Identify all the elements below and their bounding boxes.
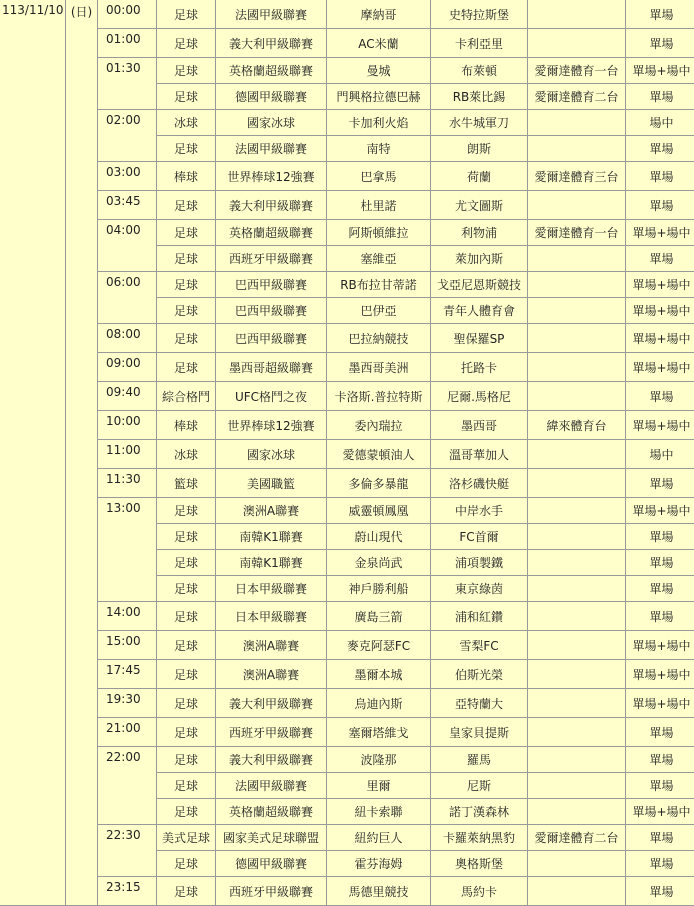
home-team-cell: 巴伊亞 <box>327 298 431 324</box>
sport-cell: 足球 <box>157 718 216 747</box>
time-cell: 04:00 <box>98 220 157 272</box>
sport-cell: 足球 <box>157 0 216 29</box>
home-team-cell: 霍芬海姆 <box>327 851 431 877</box>
sport-cell: 足球 <box>157 689 216 718</box>
sport-cell: 足球 <box>157 851 216 877</box>
away-team-cell: 青年人體育會 <box>431 298 528 324</box>
league-cell: 德國甲級聯賽 <box>216 84 327 110</box>
away-team-cell: 諾丁漢森林 <box>431 799 528 825</box>
channel-cell <box>528 524 626 550</box>
sport-cell: 足球 <box>157 246 216 272</box>
away-team-cell: 萊加內斯 <box>431 246 528 272</box>
home-team-cell: 塞爾塔維戈 <box>327 718 431 747</box>
away-team-cell: 水牛城軍刀 <box>431 110 528 136</box>
league-cell: 世界棒球12強賽 <box>216 162 327 191</box>
home-team-cell: 門興格拉德巴赫 <box>327 84 431 110</box>
away-team-cell: 東京綠茵 <box>431 576 528 602</box>
sport-cell: 籃球 <box>157 469 216 498</box>
league-cell: UFC格鬥之夜 <box>216 382 327 411</box>
away-team-cell: 利物浦 <box>431 220 528 246</box>
bet-type-cell: 單場 <box>626 382 694 411</box>
sport-cell: 足球 <box>157 191 216 220</box>
channel-cell <box>528 298 626 324</box>
match-row <box>0 272 694 298</box>
league-cell: 英格蘭超級聯賽 <box>216 799 327 825</box>
match-row <box>0 0 694 29</box>
bet-type-cell: 單場+場中 <box>626 660 694 689</box>
away-team-cell: 奧格斯堡 <box>431 851 528 877</box>
home-team-cell: 墨西哥美洲 <box>327 353 431 382</box>
sport-cell: 冰球 <box>157 110 216 136</box>
home-team-cell: 紐卡索聯 <box>327 799 431 825</box>
away-team-cell: 尼爾.馬格尼 <box>431 382 528 411</box>
channel-cell <box>528 29 626 58</box>
away-team-cell: 馬約卡 <box>431 877 528 906</box>
match-row <box>0 191 694 220</box>
away-team-cell: 皇家貝提斯 <box>431 718 528 747</box>
away-team-cell: 朗斯 <box>431 136 528 162</box>
time-cell: 22:30 <box>98 825 157 877</box>
away-team-cell: 尤文圖斯 <box>431 191 528 220</box>
away-team-cell: 托路卡 <box>431 353 528 382</box>
league-cell: 巴西甲級聯賽 <box>216 298 327 324</box>
sport-cell: 足球 <box>157 498 216 524</box>
home-team-cell: 墨爾本城 <box>327 660 431 689</box>
date-cell: 113/11/10 <box>0 0 66 906</box>
time-cell: 11:00 <box>98 440 157 469</box>
bet-type-cell: 單場 <box>626 747 694 773</box>
sport-cell: 足球 <box>157 877 216 906</box>
home-team-cell: 紐約巨人 <box>327 825 431 851</box>
league-cell: 西班牙甲級聯賽 <box>216 718 327 747</box>
sport-cell: 足球 <box>157 353 216 382</box>
bet-type-cell: 單場 <box>626 550 694 576</box>
bet-type-cell: 單場+場中 <box>626 220 694 246</box>
channel-cell <box>528 191 626 220</box>
time-cell: 17:45 <box>98 660 157 689</box>
league-cell: 日本甲級聯賽 <box>216 576 327 602</box>
bet-type-cell: 單場 <box>626 191 694 220</box>
away-team-cell: 墨西哥 <box>431 411 528 440</box>
home-team-cell: 卡加利火焰 <box>327 110 431 136</box>
sport-cell: 足球 <box>157 136 216 162</box>
home-team-cell: 波隆那 <box>327 747 431 773</box>
league-cell: 國家冰球 <box>216 440 327 469</box>
home-team-cell: 塞維亞 <box>327 246 431 272</box>
match-row <box>0 469 694 498</box>
bet-type-cell: 場中 <box>626 110 694 136</box>
home-team-cell: AC米蘭 <box>327 29 431 58</box>
home-team-cell: 杜里諾 <box>327 191 431 220</box>
channel-cell <box>528 498 626 524</box>
away-team-cell: 亞特蘭大 <box>431 689 528 718</box>
match-row <box>0 825 694 851</box>
time-cell: 09:00 <box>98 353 157 382</box>
channel-cell <box>528 272 626 298</box>
time-cell: 09:40 <box>98 382 157 411</box>
league-cell: 西班牙甲級聯賽 <box>216 246 327 272</box>
channel-cell <box>528 246 626 272</box>
home-team-cell: 巴拉納競技 <box>327 324 431 353</box>
channel-cell: 愛爾達體育二台 <box>528 84 626 110</box>
away-team-cell: FC首爾 <box>431 524 528 550</box>
league-cell: 巴西甲級聯賽 <box>216 324 327 353</box>
time-cell: 02:00 <box>98 110 157 162</box>
away-team-cell: 荷蘭 <box>431 162 528 191</box>
home-team-cell: 南特 <box>327 136 431 162</box>
channel-cell <box>528 747 626 773</box>
sport-cell: 足球 <box>157 576 216 602</box>
channel-cell <box>528 631 626 660</box>
league-cell: 德國甲級聯賽 <box>216 851 327 877</box>
away-team-cell: 卡利亞里 <box>431 29 528 58</box>
channel-cell <box>528 550 626 576</box>
channel-cell: 愛爾達體育一台 <box>528 220 626 246</box>
league-cell: 國家美式足球聯盟 <box>216 825 327 851</box>
away-team-cell: 洛杉磯快艇 <box>431 469 528 498</box>
bet-type-cell: 單場 <box>626 718 694 747</box>
sport-cell: 足球 <box>157 324 216 353</box>
home-team-cell: 金泉尚武 <box>327 550 431 576</box>
sport-cell: 足球 <box>157 58 216 84</box>
channel-cell <box>528 576 626 602</box>
home-team-cell: 愛德蒙頓油人 <box>327 440 431 469</box>
sport-cell: 美式足球 <box>157 825 216 851</box>
match-row <box>0 162 694 191</box>
away-team-cell: 雪梨FC <box>431 631 528 660</box>
match-row <box>0 747 694 773</box>
weekday-cell: (日) <box>66 0 98 906</box>
channel-cell: 緯來體育台 <box>528 411 626 440</box>
bet-type-cell: 單場+場中 <box>626 272 694 298</box>
bet-type-cell: 單場 <box>626 136 694 162</box>
home-team-cell: 卡洛斯.普拉特斯 <box>327 382 431 411</box>
channel-cell <box>528 773 626 799</box>
match-row <box>0 58 694 84</box>
channel-cell <box>528 602 626 631</box>
bet-type-cell: 單場+場中 <box>626 631 694 660</box>
bet-type-cell: 單場+場中 <box>626 411 694 440</box>
league-cell: 法國甲級聯賽 <box>216 136 327 162</box>
league-cell: 巴西甲級聯賽 <box>216 272 327 298</box>
away-team-cell: 戈亞尼恩斯競技 <box>431 272 528 298</box>
channel-cell <box>528 382 626 411</box>
home-team-cell: 蔚山現代 <box>327 524 431 550</box>
away-team-cell: 溫哥華加人 <box>431 440 528 469</box>
bet-type-cell: 單場 <box>626 246 694 272</box>
sport-cell: 足球 <box>157 747 216 773</box>
league-cell: 美國職籃 <box>216 469 327 498</box>
away-team-cell: 浦項製鐵 <box>431 550 528 576</box>
league-cell: 墨西哥超級聯賽 <box>216 353 327 382</box>
league-cell: 世界棒球12強賽 <box>216 411 327 440</box>
match-row <box>0 382 694 411</box>
home-team-cell: 多倫多暴龍 <box>327 469 431 498</box>
away-team-cell: 卡羅萊納黑豹 <box>431 825 528 851</box>
sport-cell: 足球 <box>157 298 216 324</box>
channel-cell <box>528 851 626 877</box>
sport-cell: 冰球 <box>157 440 216 469</box>
channel-cell <box>528 440 626 469</box>
home-team-cell: 麥克阿瑟FC <box>327 631 431 660</box>
bet-type-cell: 單場 <box>626 602 694 631</box>
match-row <box>0 498 694 524</box>
home-team-cell: 摩納哥 <box>327 0 431 29</box>
home-team-cell: RB布拉甘蒂諾 <box>327 272 431 298</box>
away-team-cell: 伯斯光榮 <box>431 660 528 689</box>
league-cell: 澳洲A聯賽 <box>216 631 327 660</box>
bet-type-cell: 單場+場中 <box>626 298 694 324</box>
bet-type-cell: 單場 <box>626 29 694 58</box>
away-team-cell: 羅馬 <box>431 747 528 773</box>
bet-type-cell: 單場 <box>626 0 694 29</box>
time-cell: 19:30 <box>98 689 157 718</box>
bet-type-cell: 單場+場中 <box>626 689 694 718</box>
league-cell: 義大利甲級聯賽 <box>216 689 327 718</box>
match-row <box>0 29 694 58</box>
time-cell: 03:00 <box>98 162 157 191</box>
league-cell: 義大利甲級聯賽 <box>216 191 327 220</box>
bet-type-cell: 單場 <box>626 469 694 498</box>
sport-cell: 足球 <box>157 660 216 689</box>
away-team-cell: 尼斯 <box>431 773 528 799</box>
time-cell: 10:00 <box>98 411 157 440</box>
match-row <box>0 631 694 660</box>
match-row <box>0 718 694 747</box>
sport-cell: 足球 <box>157 272 216 298</box>
time-cell: 11:30 <box>98 469 157 498</box>
sport-cell: 足球 <box>157 29 216 58</box>
sport-cell: 足球 <box>157 220 216 246</box>
league-cell: 南韓K1聯賽 <box>216 550 327 576</box>
time-cell: 15:00 <box>98 631 157 660</box>
home-team-cell: 阿斯頓維拉 <box>327 220 431 246</box>
bet-type-cell: 單場+場中 <box>626 799 694 825</box>
home-team-cell: 馬德里競技 <box>327 877 431 906</box>
time-cell: 01:00 <box>98 29 157 58</box>
away-team-cell: 聖保羅SP <box>431 324 528 353</box>
channel-cell <box>528 0 626 29</box>
channel-cell <box>528 353 626 382</box>
match-row <box>0 220 694 246</box>
bet-type-cell: 單場 <box>626 576 694 602</box>
home-team-cell: 曼城 <box>327 58 431 84</box>
away-team-cell: 史特拉斯堡 <box>431 0 528 29</box>
bet-type-cell: 單場 <box>626 825 694 851</box>
sport-cell: 足球 <box>157 631 216 660</box>
time-cell: 00:00 <box>98 0 157 29</box>
league-cell: 義大利甲級聯賽 <box>216 29 327 58</box>
channel-cell <box>528 689 626 718</box>
time-cell: 14:00 <box>98 602 157 631</box>
bet-type-cell: 場中 <box>626 440 694 469</box>
sport-cell: 足球 <box>157 524 216 550</box>
sport-cell: 足球 <box>157 550 216 576</box>
sport-cell: 綜合格鬥 <box>157 382 216 411</box>
league-cell: 南韓K1聯賽 <box>216 524 327 550</box>
bet-type-cell: 單場 <box>626 84 694 110</box>
time-cell: 06:00 <box>98 272 157 324</box>
time-cell: 13:00 <box>98 498 157 602</box>
league-cell: 國家冰球 <box>216 110 327 136</box>
match-row <box>0 440 694 469</box>
match-row <box>0 877 694 906</box>
channel-cell: 愛爾達體育三台 <box>528 162 626 191</box>
home-team-cell: 神戶勝利船 <box>327 576 431 602</box>
channel-cell <box>528 469 626 498</box>
bet-type-cell: 單場+場中 <box>626 353 694 382</box>
channel-cell: 愛爾達體育二台 <box>528 825 626 851</box>
home-team-cell: 烏迪內斯 <box>327 689 431 718</box>
channel-cell <box>528 877 626 906</box>
channel-cell <box>528 799 626 825</box>
away-team-cell: 浦和紅鑽 <box>431 602 528 631</box>
time-cell: 03:45 <box>98 191 157 220</box>
match-row <box>0 353 694 382</box>
away-team-cell: 中岸水手 <box>431 498 528 524</box>
home-team-cell: 里爾 <box>327 773 431 799</box>
match-row <box>0 660 694 689</box>
league-cell: 日本甲級聯賽 <box>216 602 327 631</box>
league-cell: 法國甲級聯賽 <box>216 773 327 799</box>
league-cell: 澳洲A聯賽 <box>216 498 327 524</box>
channel-cell <box>528 136 626 162</box>
away-team-cell: RB萊比錫 <box>431 84 528 110</box>
league-cell: 英格蘭超級聯賽 <box>216 220 327 246</box>
home-team-cell: 威靈頓鳳凰 <box>327 498 431 524</box>
league-cell: 澳洲A聯賽 <box>216 660 327 689</box>
match-row <box>0 689 694 718</box>
bet-type-cell: 單場+場中 <box>626 324 694 353</box>
bet-type-cell: 單場 <box>626 162 694 191</box>
sport-cell: 足球 <box>157 602 216 631</box>
home-team-cell: 委內瑞拉 <box>327 411 431 440</box>
bet-type-cell: 單場+場中 <box>626 58 694 84</box>
league-cell: 法國甲級聯賽 <box>216 0 327 29</box>
time-cell: 01:30 <box>98 58 157 110</box>
home-team-cell: 巴拿馬 <box>327 162 431 191</box>
channel-cell <box>528 110 626 136</box>
sport-cell: 足球 <box>157 773 216 799</box>
league-cell: 義大利甲級聯賽 <box>216 747 327 773</box>
bet-type-cell: 單場 <box>626 877 694 906</box>
channel-cell <box>528 324 626 353</box>
channel-cell <box>528 718 626 747</box>
time-cell: 23:15 <box>98 877 157 906</box>
bet-type-cell: 單場+場中 <box>626 498 694 524</box>
channel-cell: 愛爾達體育一台 <box>528 58 626 84</box>
sport-cell: 足球 <box>157 799 216 825</box>
channel-cell <box>528 660 626 689</box>
league-cell: 英格蘭超級聯賽 <box>216 58 327 84</box>
home-team-cell: 廣島三箭 <box>327 602 431 631</box>
sport-cell: 棒球 <box>157 162 216 191</box>
match-row <box>0 110 694 136</box>
time-cell: 21:00 <box>98 718 157 747</box>
league-cell: 西班牙甲級聯賽 <box>216 877 327 906</box>
sport-cell: 棒球 <box>157 411 216 440</box>
match-row <box>0 602 694 631</box>
bet-type-cell: 單場 <box>626 524 694 550</box>
bet-type-cell: 單場 <box>626 851 694 877</box>
time-cell: 22:00 <box>98 747 157 825</box>
away-team-cell: 布萊頓 <box>431 58 528 84</box>
sport-cell: 足球 <box>157 84 216 110</box>
match-row <box>0 411 694 440</box>
match-row <box>0 324 694 353</box>
bet-type-cell: 單場 <box>626 773 694 799</box>
time-cell: 08:00 <box>98 324 157 353</box>
